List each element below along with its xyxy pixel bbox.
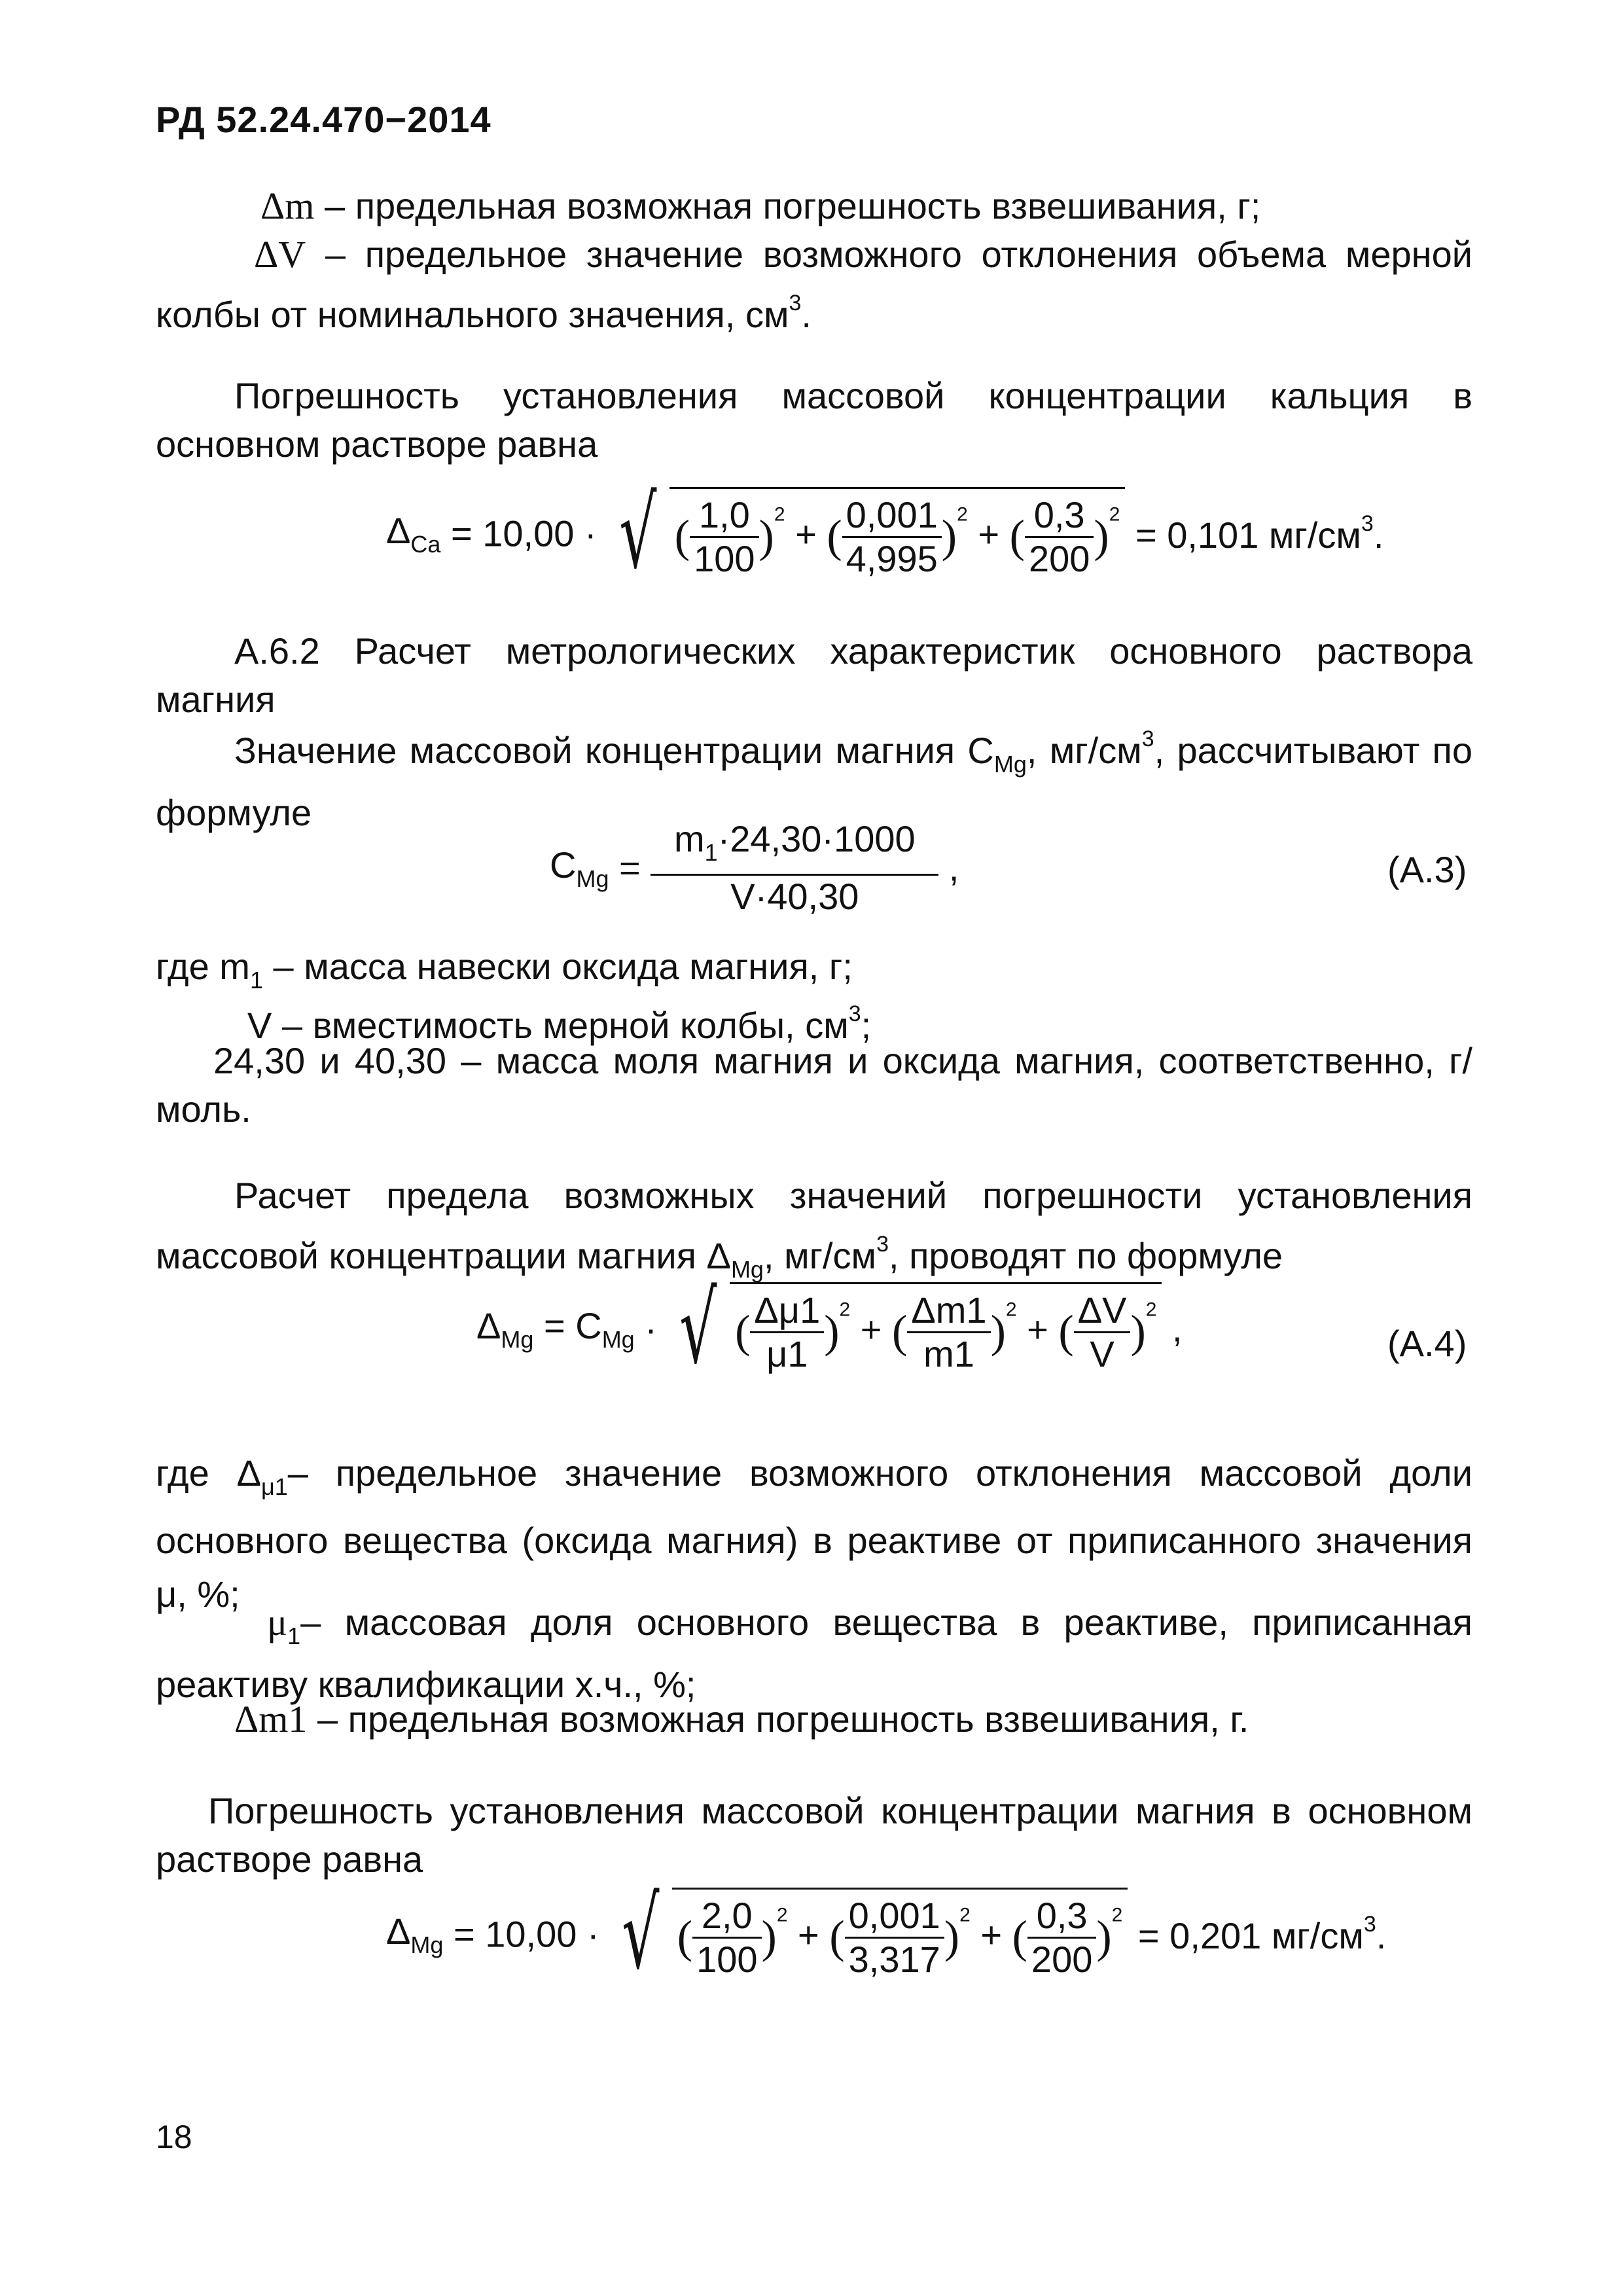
equation-number-a4: (А.4) (1387, 1323, 1467, 1364)
def-delta-mu1: где $\Delta_{\mu 1}-$ предельное значение возможного отклонения массовой доли основного вещества (оксида магния) в реактиве от приписанного значения μ, %; (156, 1452, 1472, 1615)
formula-a3: $С_{Mg}$ = $\frac{m_1\cdot 24,30\cdot 1000}{V\cdot 40,30}$ , (550, 818, 959, 917)
formula-magnesium: $\Delta_{Mg} = 10,00$ · √ ( $\frac{2,0}{100}$ )$^2$ + ( $\frac{0,001}{3,317}$ )$^2$ + ( $\frac{0,3}{200}$ )$^2$ = 0,201 $мг/см^3$. (386, 1877, 1387, 1991)
para-calcium-error: Погрешность установления массовой концентрации кальция в основном растворе равна (156, 375, 1472, 465)
para-magnesium-error: Погрешность установления массовой концентрации магния в основном растворе равна (156, 1790, 1472, 1880)
def-m1: где $m_1$ – масса навески оксида магния, г; (156, 946, 853, 994)
sqrt-icon: √ (619, 476, 657, 590)
equation-number-a3: (А.3) (1387, 849, 1467, 890)
sqrt-icon: √ (622, 1877, 660, 1991)
def-v: V – вместимость мерной колбы, $см^3$; (247, 1001, 872, 1046)
section-a62-heading: А.6.2 Расчет метрологических характеристик основного раствора магния (156, 630, 1472, 720)
sqrt-icon: √ (679, 1272, 717, 1386)
formula-calcium: $\Delta_{Ca} = 10,00$ · √ ( $\frac{1,0}{100}$ )$^2$ + ( $\frac{0,001}{4,995}$ )$^2$ + ( $\frac{0,3}{200}$ )$^2$ = 0,101 $мг/см^3$. (386, 476, 1384, 590)
def-delta-v: ΔV – предельное значение возможного отклонения объема мерной колбы от номинального значения, $см^3$. (156, 233, 1473, 335)
document-code: РД 52.24.470−2014 (156, 99, 491, 140)
def-molar-mass: 24,30 и 40,30 – масса моля магния и оксида магния, соответственно, г/моль. (156, 1040, 1472, 1130)
para-delta-mg: Расчет предела возможных значений погрешности установления массовой концентрации магния $\Delta_{Mg}$, $мг/см^3$, проводят по формуле (156, 1175, 1472, 1283)
def-mu1: $\mu_1-$ массовая доля основного вещества в реактиве, приписанная реактиву квалификации х.ч., %; (156, 1601, 1472, 1705)
formula-a4: $\Delta_{Mg} = С_{Mg}$ · √ ( $\frac{\Delta\mu 1}{\mu 1}$ )$^2$ + ( $\frac{\Delta m1}{m1}$ )$^2$ + ( $\frac{\Delta V}{V}$ )$^2$ , (476, 1272, 1183, 1386)
def-delta-m1: Δm1 – предельная возможная погрешность взвешивания, г. (234, 1698, 1249, 1740)
para-cmg-definition: Значение массовой концентрации магния $С_{Mg}$, $мг/см^3$, рассчитывают по формуле (156, 726, 1472, 833)
def-delta-m: Δm – предельная возможная погрешность взвешивания, г; (260, 185, 1261, 227)
page-number: 18 (156, 2119, 192, 2155)
